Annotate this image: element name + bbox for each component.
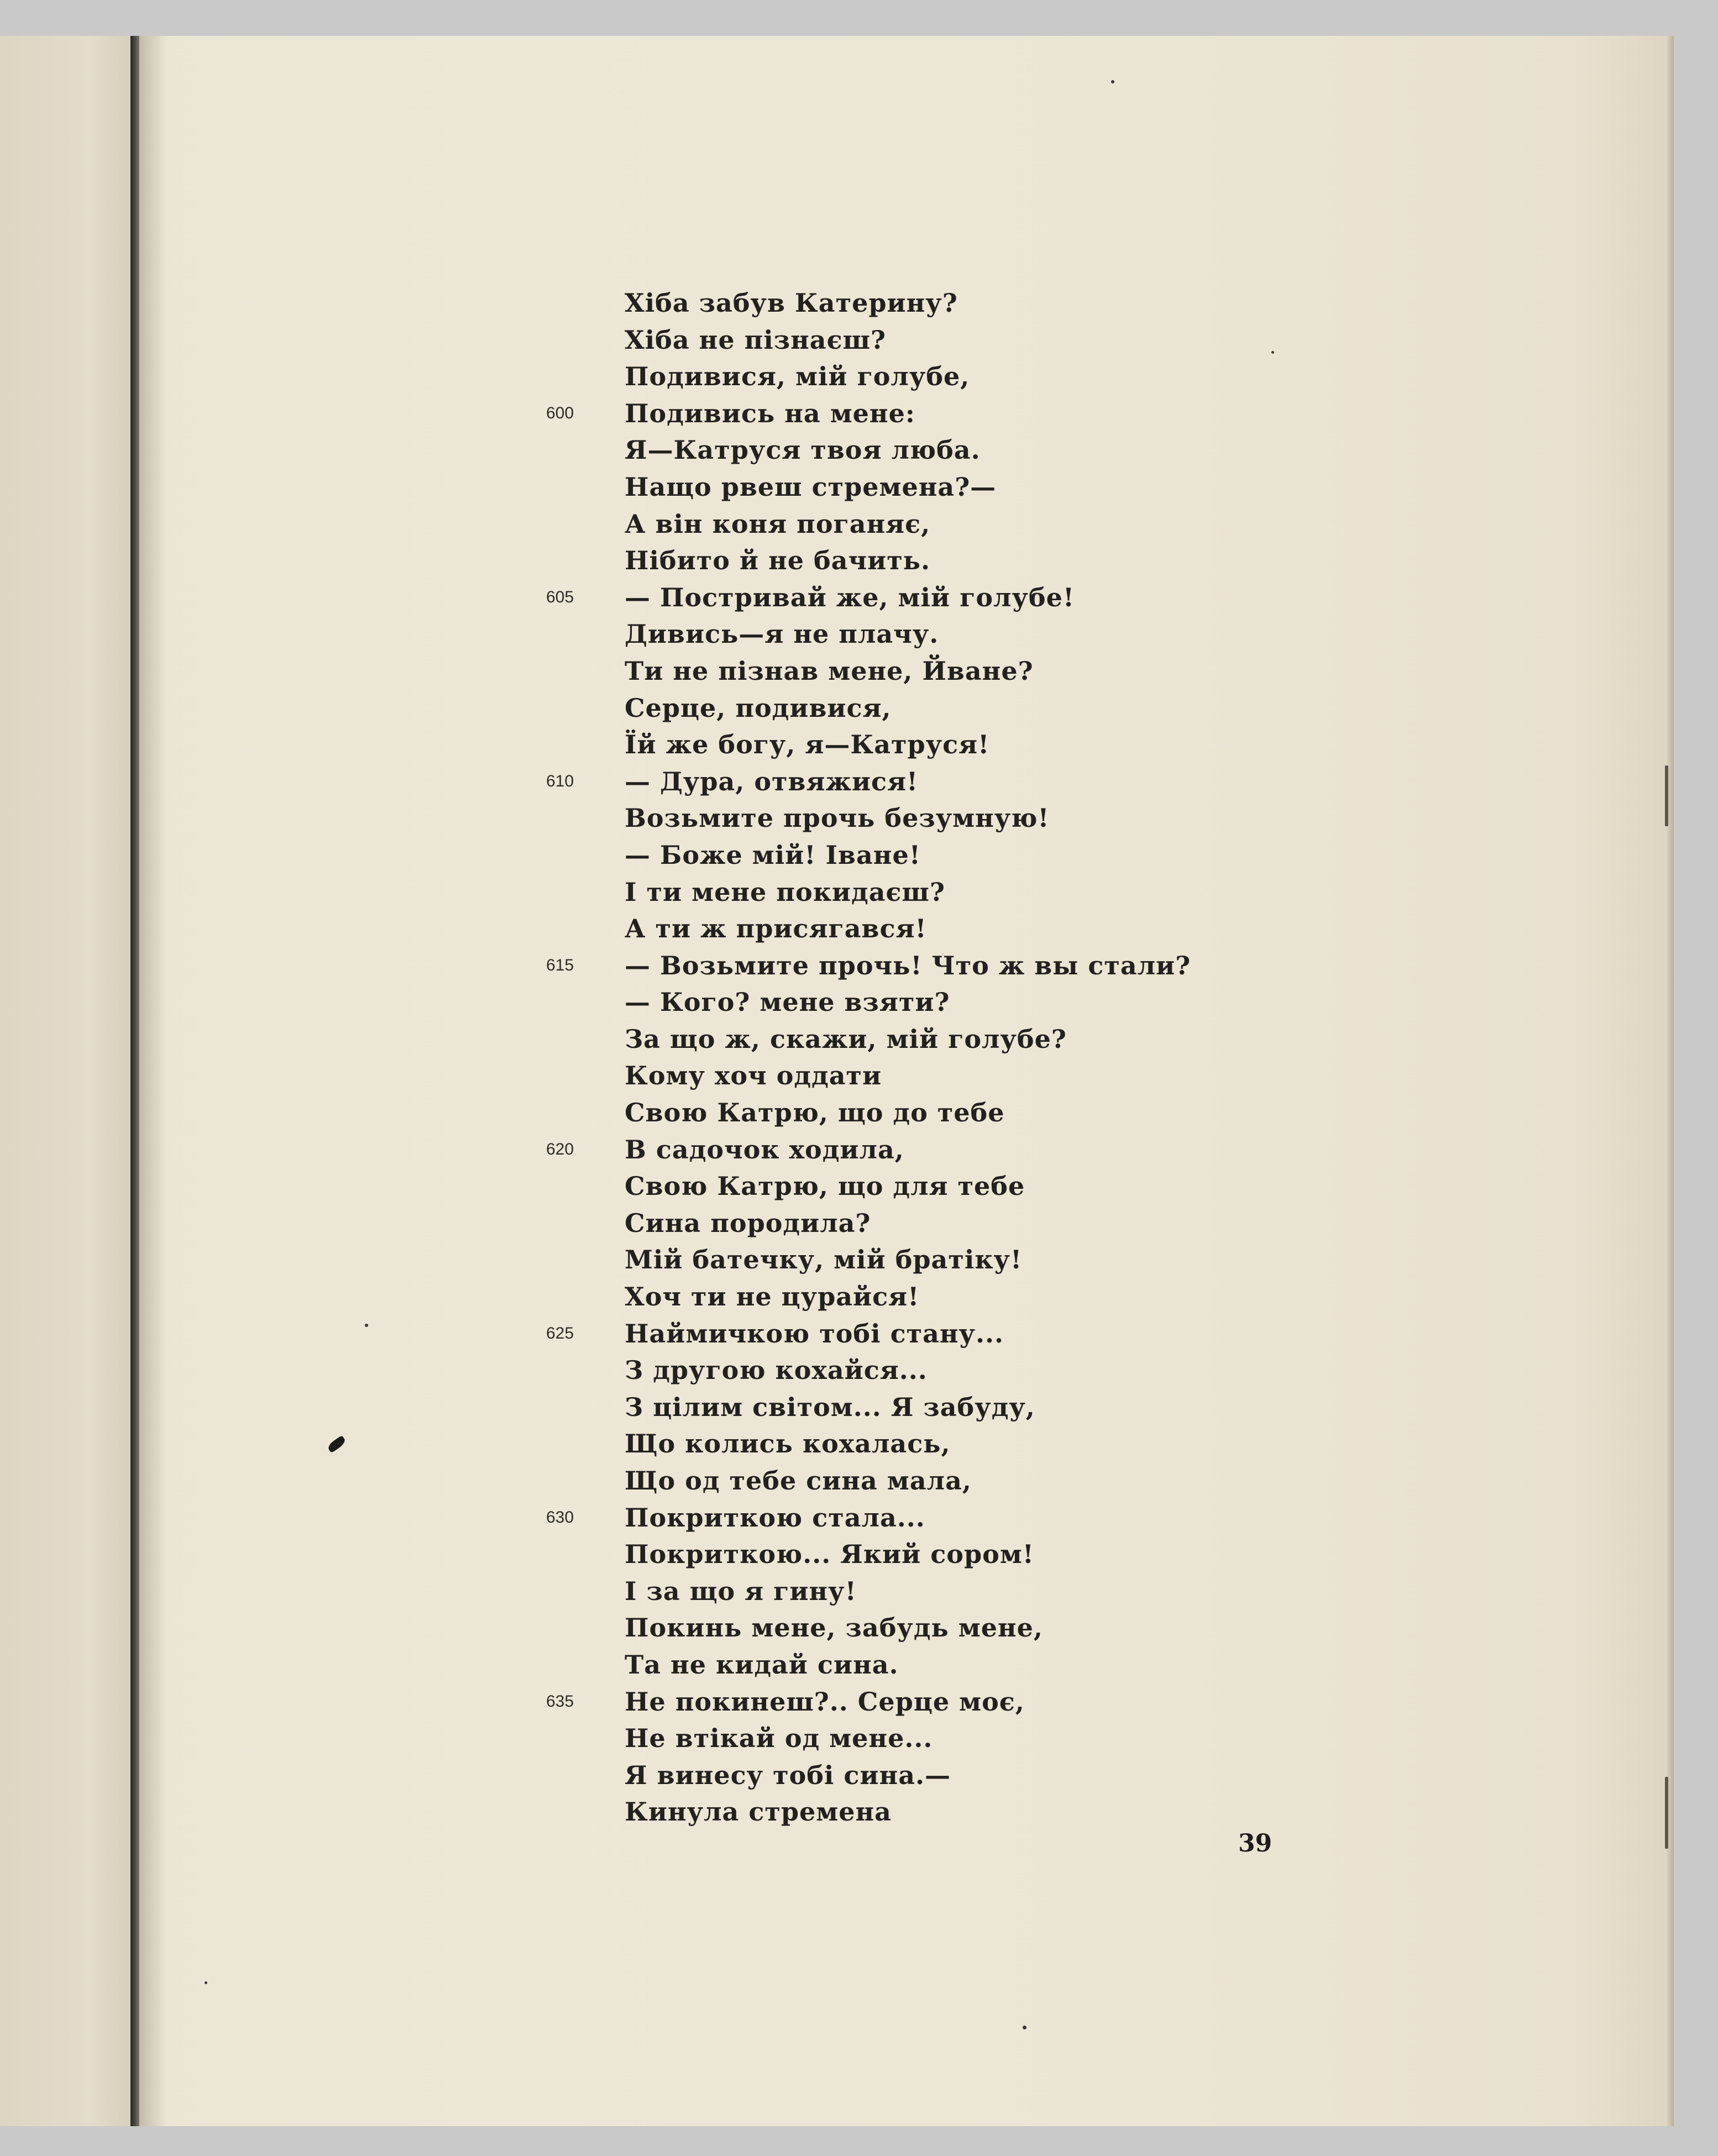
line-text: Кинула стремена [625, 1797, 892, 1827]
paper-speck [1111, 80, 1114, 83]
poem-line [625, 1646, 1191, 1683]
poem-line [625, 1389, 1191, 1426]
poem-line [625, 910, 1191, 947]
poem-line [625, 1352, 1191, 1389]
line-text: Та не кидай сина. [625, 1649, 899, 1680]
line-number: 600 [546, 403, 574, 422]
line-text: Я винесу тобі сина.— [625, 1760, 951, 1790]
poem-line [625, 837, 1191, 874]
line-text: Кому хоч оддати [625, 1061, 882, 1091]
ink-smudge [326, 1435, 347, 1454]
line-text: Що од тебе сина мала, [625, 1466, 972, 1496]
line-text: Мій батечку, мій братіку! [625, 1245, 1023, 1275]
line-text: Хіба не пізнаєш? [625, 324, 886, 355]
poem-line [625, 616, 1191, 653]
line-text: Не втікай од мене... [625, 1723, 933, 1754]
poem-line [625, 285, 1191, 322]
line-text: Нібито й не бачить. [625, 545, 931, 576]
line-text: — Возьмите прочь! Что ж вы стали? [625, 950, 1191, 980]
poem-line [625, 726, 1191, 763]
line-text: Не покинеш?.. Серце моє, [625, 1686, 1025, 1717]
poem-line [625, 1536, 1191, 1573]
poem-line [625, 1425, 1191, 1462]
poem-line [625, 1609, 1191, 1646]
poem-line [625, 800, 1191, 837]
line-text: Подивись на мене: [625, 398, 915, 428]
line-text: Покриткою... Який сором! [625, 1539, 1034, 1570]
poem-line [546, 579, 1191, 616]
line-text: І за що я гину! [625, 1576, 857, 1606]
line-number: 610 [546, 772, 574, 790]
line-text: — Постривай же, мій голубе! [625, 582, 1075, 612]
line-text: Їй же богу, я—Катруся! [625, 730, 990, 760]
spine-shadow [139, 36, 167, 2126]
poem-line [546, 947, 1191, 984]
line-number: 605 [546, 587, 574, 606]
poem-line [546, 1499, 1191, 1536]
poem-line [625, 874, 1191, 911]
line-number: 630 [546, 1508, 574, 1526]
edge-mark [1665, 765, 1668, 826]
line-text: За що ж, скажи, мій голубе? [625, 1024, 1067, 1054]
poem-line [625, 1278, 1191, 1315]
poem-line [625, 506, 1191, 543]
line-text: — Кого? мене взяти? [625, 987, 950, 1017]
poem-line [625, 1462, 1191, 1499]
page-number: 39 [1238, 1829, 1272, 1858]
line-text: Хоч ти не цурайся! [625, 1282, 920, 1312]
line-text: Дивись—я не плачу. [625, 619, 939, 649]
poem-line [625, 1094, 1191, 1131]
poem-line [625, 358, 1191, 395]
line-text: — Боже мій! Іване! [625, 840, 921, 870]
poem-line [625, 1168, 1191, 1205]
line-number: 635 [546, 1692, 574, 1711]
line-text: Подивися, мій голубе, [625, 361, 970, 392]
line-text: А він коня поганяє, [625, 508, 931, 539]
line-text: Сина породила? [625, 1208, 871, 1238]
poem-line [625, 1793, 1191, 1830]
poem-line [625, 322, 1191, 359]
poem-line [546, 395, 1191, 432]
facing-page-edge [0, 36, 130, 2126]
paper-speck [1271, 351, 1274, 354]
line-text: Возьмите прочь безумную! [625, 803, 1050, 833]
poem-line [625, 542, 1191, 579]
poem-line [625, 1720, 1191, 1757]
line-text: І ти мене покидаєш? [625, 877, 945, 907]
poem-line [546, 1683, 1191, 1720]
line-text: Я—Катруся твоя люба. [625, 435, 981, 465]
poem-line [546, 1131, 1191, 1168]
poem-line [625, 1057, 1191, 1094]
line-text: Нащо рвеш стремена?— [625, 471, 997, 502]
line-text: Покриткою стала... [625, 1502, 925, 1533]
line-number: 625 [546, 1324, 574, 1342]
poem-text [546, 285, 1191, 1830]
line-text: Серце, подивися, [625, 693, 892, 723]
line-text: Що колись кохалась, [625, 1429, 951, 1459]
line-text: Свою Катрю, що для тебе [625, 1171, 1025, 1202]
line-text: Наймичкою тобі стану... [625, 1318, 1004, 1349]
paper-speck [1023, 2026, 1026, 2029]
line-text: Свою Катрю, що до тебе [625, 1098, 1005, 1128]
paper-speck [365, 1324, 368, 1327]
line-text: Покинь мене, забудь мене, [625, 1613, 1043, 1643]
poem-line [625, 1241, 1191, 1278]
poem-line [625, 1757, 1191, 1794]
book-spine [130, 36, 139, 2126]
poem-line [546, 763, 1191, 800]
poem-line [625, 469, 1191, 506]
poem-line [625, 1205, 1191, 1242]
line-text: Ти не пізнав мене, Йване? [625, 655, 1034, 686]
poem-line [625, 690, 1191, 727]
paper-speck [205, 1981, 207, 1984]
line-text: Хіба забув Катерину? [625, 288, 958, 318]
poem-line [625, 653, 1191, 690]
line-text: В садочок ходила, [625, 1134, 904, 1164]
poem-line [625, 984, 1191, 1021]
book-page [0, 36, 1674, 2126]
line-text: — Дура, отвяжися! [625, 766, 919, 796]
line-number: 615 [546, 956, 574, 974]
poem-line [625, 1573, 1191, 1610]
line-text: З цілим світом... Я забуду, [625, 1392, 1035, 1422]
edge-mark [1665, 1777, 1668, 1849]
poem-line [625, 432, 1191, 469]
poem-line [546, 1315, 1191, 1352]
line-text: З другою кохайся... [625, 1355, 928, 1386]
line-number: 620 [546, 1140, 574, 1158]
line-text: А ти ж присягався! [625, 914, 927, 944]
poem-line [625, 1021, 1191, 1058]
